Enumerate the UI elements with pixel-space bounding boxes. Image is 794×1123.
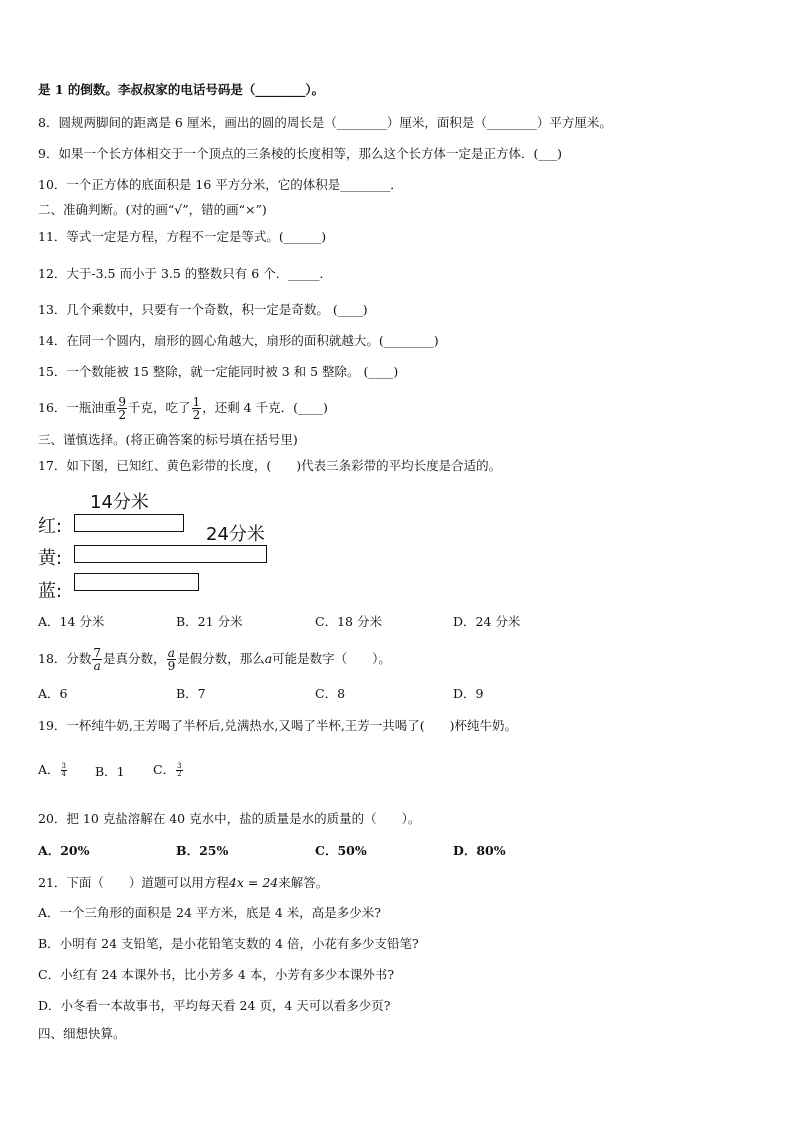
section-2-heading: 二、准确判断。(对的画“√”，错的画“×”) [38,202,267,217]
q17-option-b: B．21 分米 [176,614,243,629]
q18-option-b: B．7 [176,686,206,701]
q17-option-a: A．14 分米 [38,614,105,629]
fraction-1-2: $\frac{1}{2}$ [192,395,201,422]
q19-option-c: C． $\frac{3}{2}$ [153,762,182,778]
question-13: 13．几个乘数中，只要有一个奇数，积一定是奇数。 (____) [38,302,368,317]
yellow-label: 黄: [38,548,63,569]
q20-option-c: C．50% [315,843,367,858]
q16-post: ，还剩 4 千克．(____) [202,400,328,415]
question-7-tail: 是 1 的倒数。李叔叔家的电话号码是（________）。 [38,82,325,97]
question-11: 11．等式一定是方程，方程不一定是等式。(______) [38,229,327,244]
q21-option-a: A．一个三角形的面积是 24 平方米，底是 4 米，高是多少米? [38,905,381,920]
q18-option-a: A．6 [38,686,68,701]
blue-label: 蓝: [38,581,63,602]
section-3-heading: 三、谨慎选择。(将正确答案的标号填在括号里) [38,432,298,447]
q16-pre: 16．一瓶油重 [38,400,117,415]
question-9: 9．如果一个长方体相交于一个顶点的三条棱的长度相等，那么这个长方体一定是正方体．(___) [38,146,562,161]
q21-option-c: C．小红有 24 本课外书，比小芳多 4 本，小芳有多少本课外书? [38,967,395,982]
q17-option-d: D．24 分米 [453,614,521,629]
section-4-heading: 四、细想快算。 [38,1026,126,1041]
q18-option-c: C．8 [315,686,346,701]
question-8: 8．圆规两脚间的距离是 6 厘米，画出的圆的周长是（________）厘米，面积是（________）平方厘米。 [38,115,612,130]
fraction-a-over-9: $\frac{a}{9}$ [167,646,176,673]
q18-option-d: D．9 [453,686,484,701]
red-ribbon-length: 14分米 [90,492,149,513]
q19-option-b: B．1 [95,764,125,779]
fraction-7-over-a: $\frac{7}{a}$ [93,646,102,673]
question-17: 17．如下图，已知红、黄色彩带的长度，( )代表三条彩带的平均长度是合适的。 [38,458,502,473]
q17-option-c: C．18 分米 [315,614,382,629]
fraction-3-4: $\frac{3}{4}$ [61,762,66,778]
red-ribbon-bar [74,514,184,532]
blue-ribbon-bar [74,573,199,591]
fraction-9-2: $\frac{9}{2}$ [118,395,127,422]
q20-option-d: D．80% [453,843,506,858]
q20-option-a: A．20% [38,843,90,858]
q21-option-b: B．小明有 24 支铅笔，是小花铅笔支数的 4 倍，小花有多少支铅笔? [38,936,419,951]
question-18: 18．分数 $\frac{7}{a}$ 是真分数， $\frac{a}{9}$ 是假分数，那么a可能是数字（ ）。 [38,646,391,673]
yellow-ribbon-length: 24分米 [206,524,265,545]
q16-mid: 千克，吃了 [128,400,191,415]
question-14: 14．在同一个圆内，扇形的圆心角越大，扇形的面积就越大。(________) [38,333,439,348]
equation: 4x = 24 [228,875,279,890]
question-19: 19．一杯纯牛奶,王芳喝了半杯后,兑满热水,又喝了半杯,王芳一共喝了( )杯纯牛奶。 [38,718,518,733]
question-10: 10．一个正方体的底面积是 16 平方分米，它的体积是________． [38,177,403,192]
question-15: 15．一个数能被 15 整除，就一定能同时被 3 和 5 整除。 (____) [38,364,399,379]
q21-option-d: D．小冬看一本故事书，平均每天看 24 页，4 天可以看多少页? [38,998,391,1013]
question-20: 20．把 10 克盐溶解在 40 克水中，盐的质量是水的质量的（ ）。 [38,811,421,826]
question-16 [38,396,328,421]
q19-option-a: A． $\frac{3}{4}$ [38,762,66,778]
red-label: 红: [38,516,63,537]
question-12: 12．大于-3.5 而小于 3.5 的整数只有 6 个．_____． [38,266,332,281]
fraction-3-2: $\frac{3}{2}$ [177,762,182,778]
yellow-ribbon-bar [74,545,267,563]
q20-option-b: B．25% [176,843,229,858]
question-21: 21．下面（ ）道题可以用方程4x = 24来解答。 [38,875,329,890]
